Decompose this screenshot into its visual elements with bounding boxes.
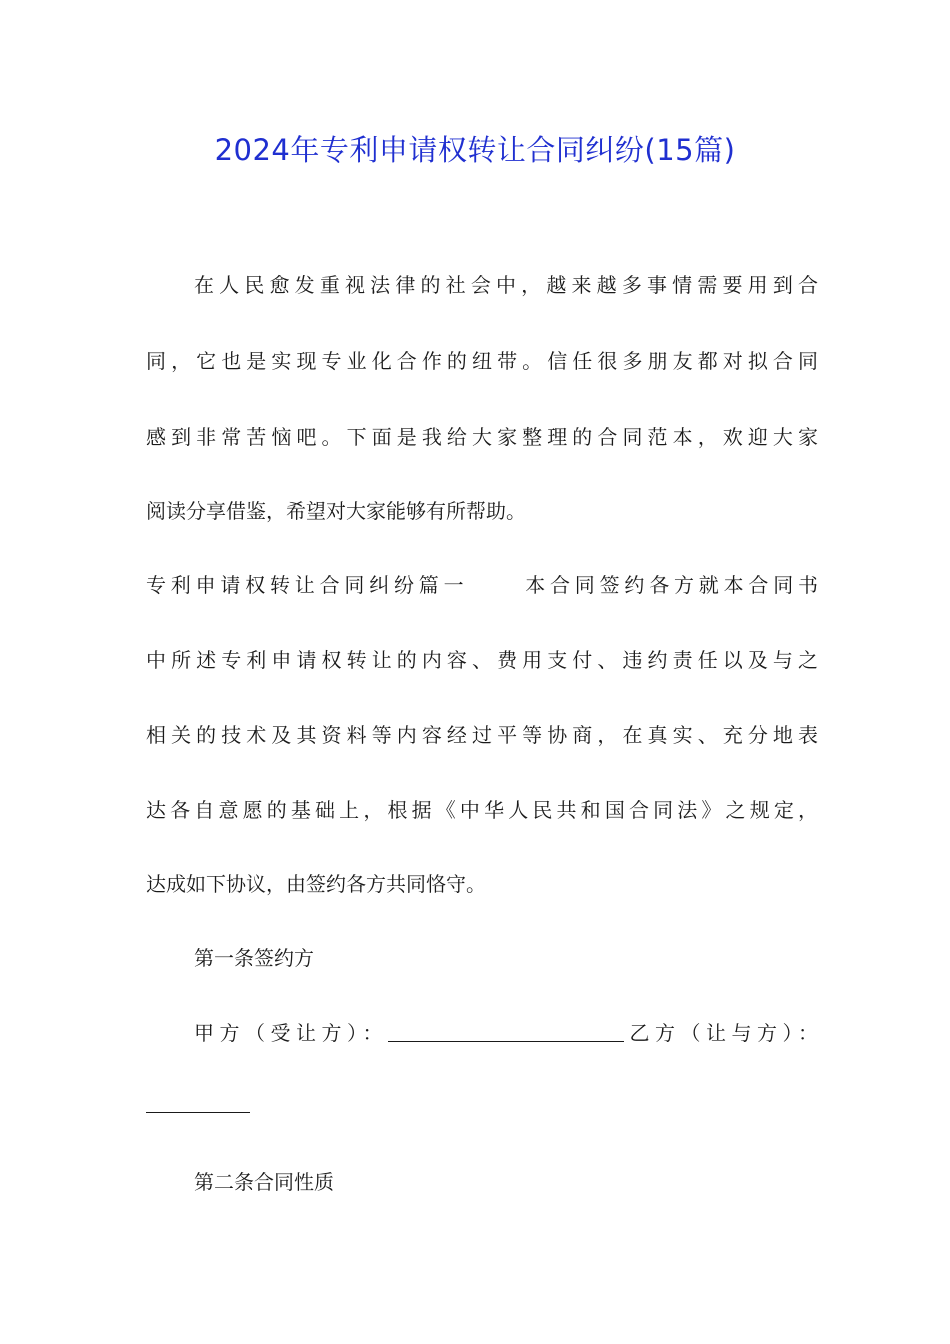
section-one-line-5: 达成如下协议，由签约各方共同恪守。 bbox=[146, 872, 486, 896]
intro-line-2: 同，它也是实现专业化合作的纽带。信任很多朋友都对拟合同 bbox=[146, 349, 818, 373]
intro-line-1: 在人民愈发重视法律的社会中，越来越多事情需要用到合 bbox=[194, 273, 818, 297]
party-a-label: 甲方（受让方）： bbox=[194, 1021, 388, 1045]
section-one-line-4: 达各自意愿的基础上，根据《中华人民共和国合同法》之规定， bbox=[146, 798, 818, 822]
document-title: 2024年专利申请权转让合同纠纷(15篇) bbox=[214, 133, 736, 167]
party-b-label: 乙方（让与方）： bbox=[624, 1021, 818, 1045]
intro-line-4: 阅读分享借鉴，希望对大家能够有所帮助。 bbox=[146, 499, 526, 523]
section-one-line-2: 中所述专利申请权转让的内容、费用支付、违约责任以及与之 bbox=[146, 648, 818, 672]
party-a-blank[interactable] bbox=[388, 1021, 624, 1042]
party-b-blank[interactable] bbox=[146, 1112, 250, 1113]
parties-line bbox=[194, 1019, 818, 1047]
section-one-first-line bbox=[146, 571, 818, 599]
section-one-line-3: 相关的技术及其资料等内容经过平等协商，在真实、充分地表 bbox=[146, 723, 818, 747]
intro-line-3: 感到非常苦恼吧。下面是我给大家整理的合同范本，欢迎大家 bbox=[146, 425, 818, 449]
article-one-heading: 第一条签约方 bbox=[194, 946, 314, 970]
section-one-first-line-rest: 本合同签约各方就本合同书 bbox=[520, 573, 819, 597]
article-two-heading: 第二条合同性质 bbox=[194, 1170, 334, 1194]
section-one-heading: 专利申请权转让合同纠纷篇一 bbox=[146, 573, 469, 597]
